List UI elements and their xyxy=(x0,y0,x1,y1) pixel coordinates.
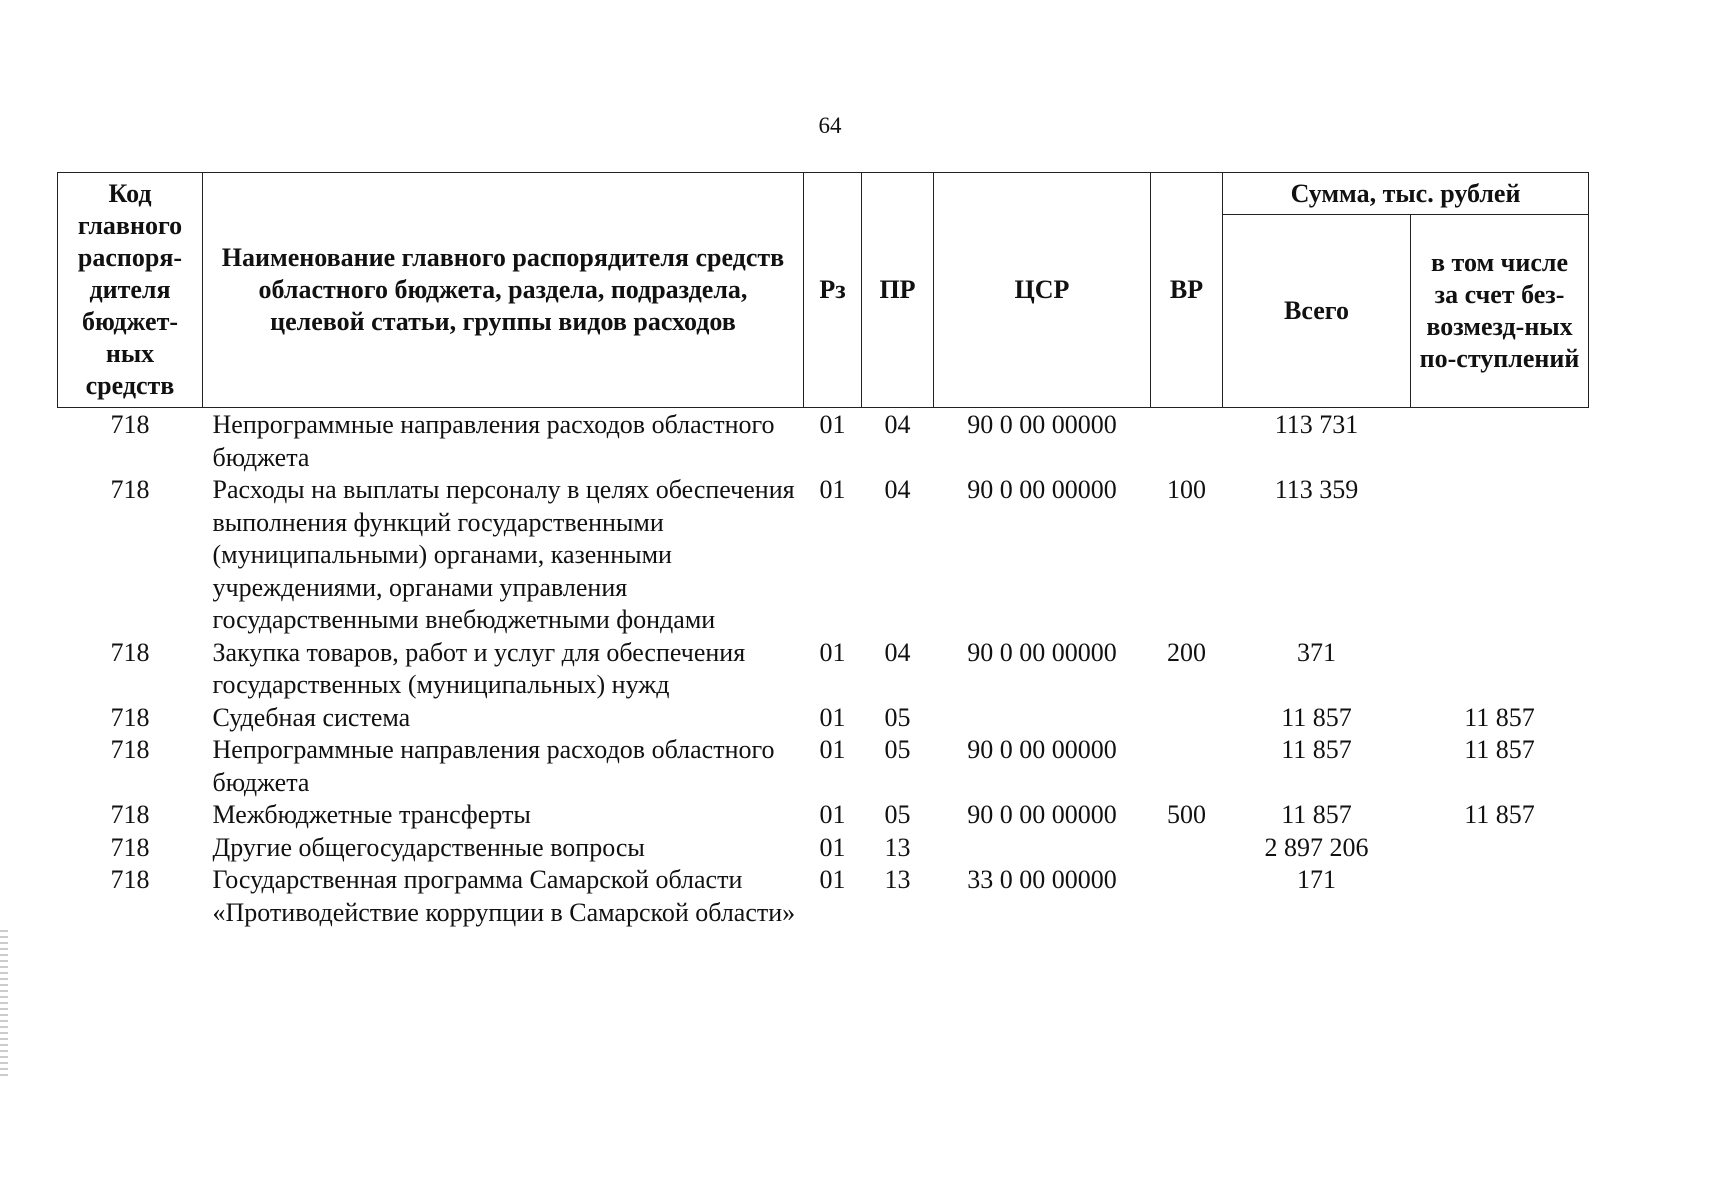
cell-vr xyxy=(1151,832,1223,865)
scan-edge-artifact xyxy=(0,930,8,1080)
cell-code: 718 xyxy=(110,800,150,829)
cell-vr xyxy=(1151,702,1223,735)
cell-code: 718 xyxy=(110,865,150,894)
header-rz: Рз xyxy=(804,173,862,408)
cell-code: 718 xyxy=(110,410,150,439)
cell-csr: 33 0 00 00000 xyxy=(967,865,1117,894)
cell-csr: 90 0 00 00000 xyxy=(967,410,1117,439)
cell-total: 113 359 xyxy=(1274,475,1359,504)
cell-pr: 04 xyxy=(884,410,911,439)
cell-code: 718 xyxy=(110,475,150,504)
table-row xyxy=(58,864,1589,929)
cell-vr: 100 xyxy=(1167,475,1206,504)
cell-total: 171 xyxy=(1297,865,1336,894)
cell-csr: 90 0 00 00000 xyxy=(967,637,1117,667)
cell-rz: 01 xyxy=(819,832,846,862)
cell-vr xyxy=(1151,408,1223,475)
header-pr: ПР xyxy=(862,173,934,408)
cell-code: 718 xyxy=(110,702,150,732)
table-row xyxy=(58,832,1589,865)
table-row xyxy=(58,734,1589,799)
table-row xyxy=(58,637,1589,702)
cell-pr: 04 xyxy=(884,475,911,504)
cell-csr xyxy=(934,702,1151,735)
header-sum: Сумма, тыс. рублей xyxy=(1223,173,1589,215)
cell-csr: 90 0 00 00000 xyxy=(967,475,1117,504)
cell-rz: 01 xyxy=(819,475,846,504)
cell-rz: 01 xyxy=(819,800,846,829)
cell-name: Закупка товаров, работ и услуг для обеспечения государственных (муниципальных) нужд xyxy=(212,637,746,699)
table-row xyxy=(58,408,1589,475)
cell-csr xyxy=(934,832,1151,865)
cell-grant xyxy=(1411,474,1589,637)
cell-grant xyxy=(1411,637,1589,702)
header-code: Код главного распоря-дителя бюджет-ных средств xyxy=(58,173,203,408)
cell-code: 718 xyxy=(110,735,150,764)
cell-grant xyxy=(1411,408,1589,475)
cell-csr: 90 0 00 00000 xyxy=(967,735,1117,764)
cell-name: Расходы на выплаты персоналу в целях обеспечения выполнения функций государственными (муниципальными) органами, казенными учреждениями, органами управления государственными внебюджетными фондами xyxy=(212,475,795,634)
cell-name: Межбюджетные трансферты xyxy=(212,800,531,829)
cell-rz: 01 xyxy=(819,637,846,667)
cell-total: 2 897 206 xyxy=(1264,832,1369,862)
cell-grant: 11 857 xyxy=(1464,735,1535,764)
cell-grant xyxy=(1411,832,1589,865)
cell-pr: 05 xyxy=(884,702,911,732)
cell-vr xyxy=(1151,734,1223,799)
cell-total: 11 857 xyxy=(1281,800,1352,829)
cell-code: 718 xyxy=(110,637,150,667)
cell-grant: 11 857 xyxy=(1464,800,1535,829)
cell-grant xyxy=(1411,864,1589,929)
cell-pr: 05 xyxy=(884,735,911,764)
cell-total: 371 xyxy=(1297,637,1336,667)
page-number: 64 xyxy=(818,113,842,138)
cell-total: 11 857 xyxy=(1281,702,1352,732)
cell-csr: 90 0 00 00000 xyxy=(967,800,1117,829)
budget-table xyxy=(57,172,1589,929)
header-grant: в том числе за счет без-возмезд-ных по-ступлений xyxy=(1411,215,1589,408)
header-csr: ЦСР xyxy=(934,173,1151,408)
cell-pr: 04 xyxy=(884,637,911,667)
header-total: Всего xyxy=(1223,215,1411,408)
cell-rz: 01 xyxy=(819,410,846,439)
cell-name: Непрограммные направления расходов областного бюджета xyxy=(212,735,775,797)
cell-pr: 13 xyxy=(884,865,911,894)
cell-grant: 11 857 xyxy=(1464,702,1535,732)
cell-total: 113 731 xyxy=(1274,410,1359,439)
cell-total: 11 857 xyxy=(1281,735,1352,764)
cell-pr: 13 xyxy=(884,832,911,862)
cell-name: Государственная программа Самарской области «Противодействие коррупции в Самарской области» xyxy=(212,865,796,927)
cell-vr: 200 xyxy=(1167,637,1206,667)
cell-rz: 01 xyxy=(819,702,846,732)
cell-vr: 500 xyxy=(1167,800,1206,829)
cell-code: 718 xyxy=(110,832,150,862)
cell-pr: 05 xyxy=(884,800,911,829)
table-row xyxy=(58,474,1589,637)
table-row xyxy=(58,702,1589,735)
cell-rz: 01 xyxy=(819,865,846,894)
cell-name: Другие общегосударственные вопросы xyxy=(212,832,645,862)
table-row xyxy=(58,799,1589,832)
cell-vr xyxy=(1151,864,1223,929)
cell-rz: 01 xyxy=(819,735,846,764)
header-vr: ВР xyxy=(1151,173,1223,408)
cell-name: Непрограммные направления расходов областного бюджета xyxy=(212,410,775,472)
cell-name: Судебная система xyxy=(212,702,411,732)
header-name: Наименование главного распорядителя средств областного бюджета, раздела, подраздела, целевой статьи, группы видов расходов xyxy=(203,173,804,408)
